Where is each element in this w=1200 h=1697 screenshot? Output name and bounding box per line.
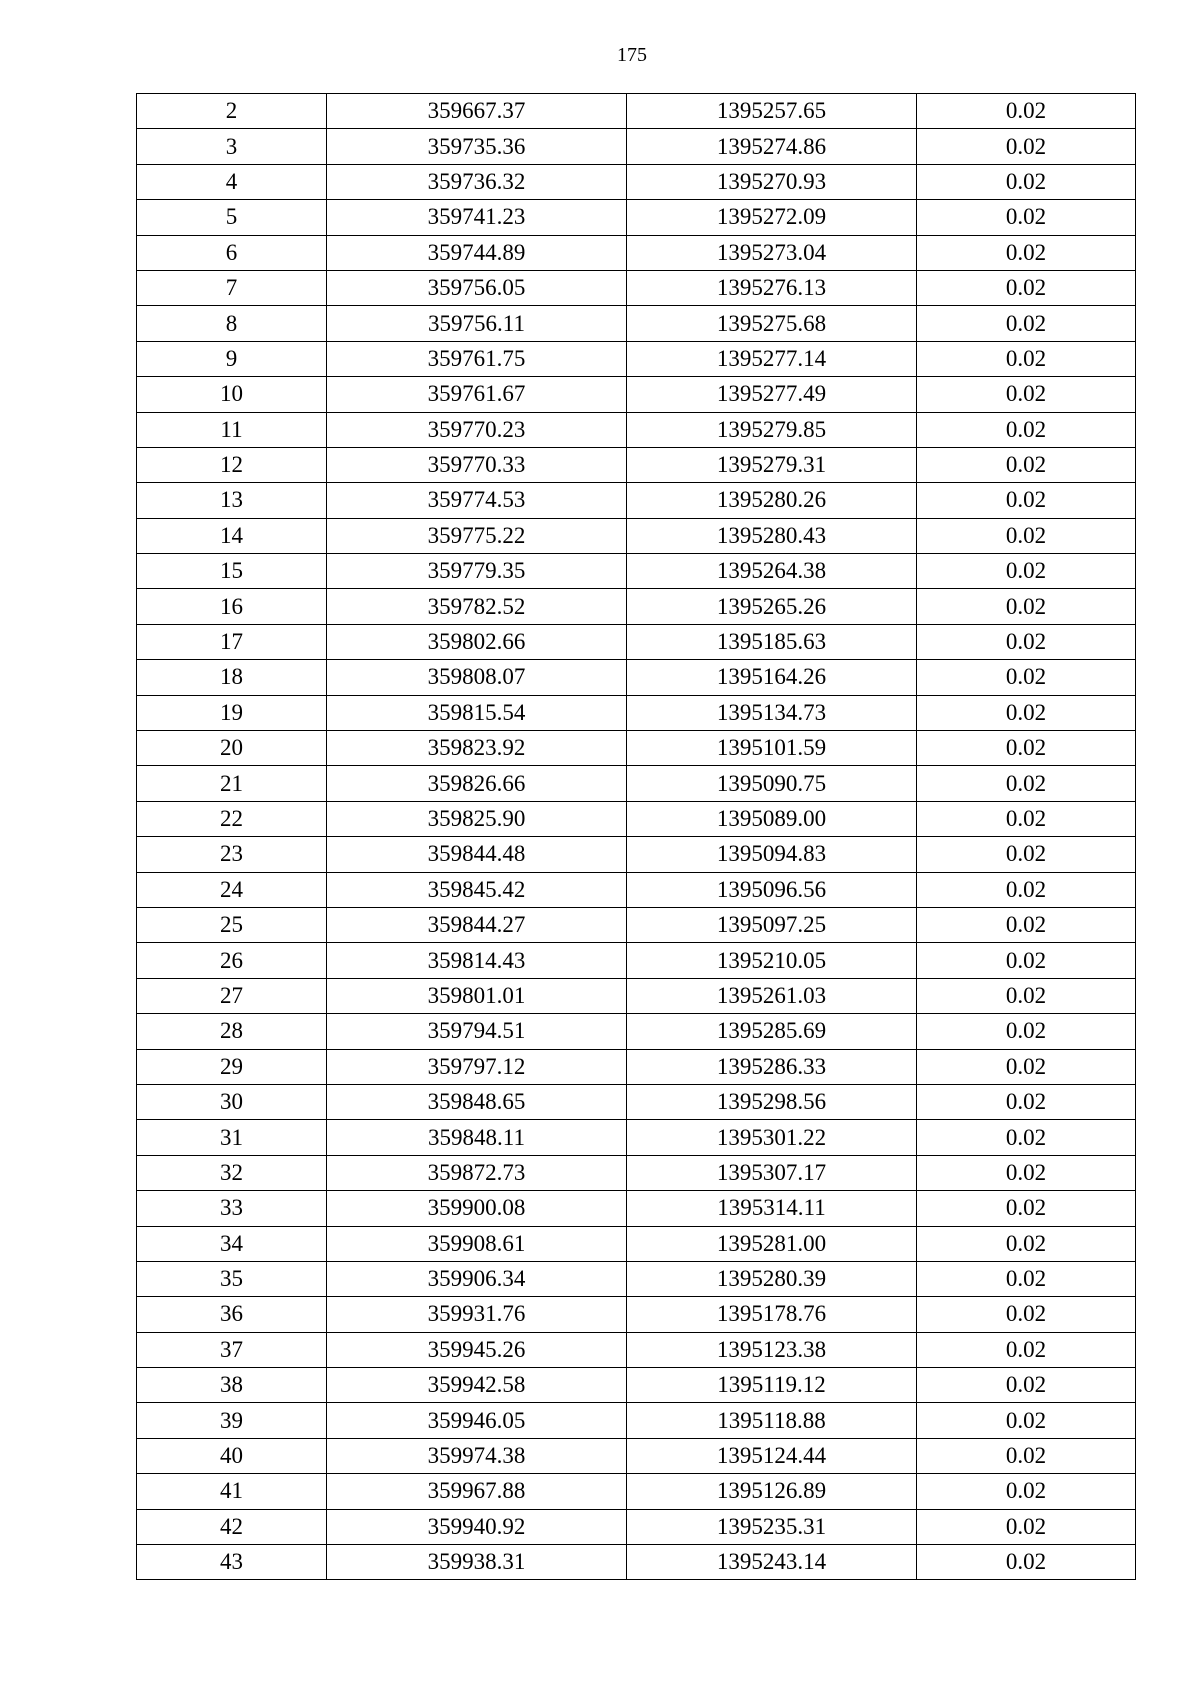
error-value-cell: 0.02 [917,447,1136,482]
point-number-cell: 15 [137,554,327,589]
y-coordinate-cell: 1395178.76 [627,1297,917,1332]
x-coordinate-cell: 359761.67 [327,377,627,412]
coordinates-table [136,93,1136,1580]
error-value-cell: 0.02 [917,94,1136,129]
x-coordinate-cell: 359782.52 [327,589,627,624]
point-number-cell: 21 [137,766,327,801]
point-number-cell: 20 [137,731,327,766]
y-coordinate-cell: 1395307.17 [627,1155,917,1190]
x-coordinate-cell: 359774.53 [327,483,627,518]
y-coordinate-cell: 1395279.85 [627,412,917,447]
y-coordinate-cell: 1395280.43 [627,518,917,553]
table-row [137,1297,1136,1332]
error-value-cell: 0.02 [917,1509,1136,1544]
point-number-cell: 16 [137,589,327,624]
x-coordinate-cell: 359945.26 [327,1332,627,1367]
point-number-cell: 12 [137,447,327,482]
error-value-cell: 0.02 [917,1120,1136,1155]
point-number-cell: 5 [137,200,327,235]
x-coordinate-cell: 359942.58 [327,1368,627,1403]
x-coordinate-cell: 359735.36 [327,129,627,164]
y-coordinate-cell: 1395270.93 [627,164,917,199]
table-row [137,554,1136,589]
x-coordinate-cell: 359844.48 [327,837,627,872]
y-coordinate-cell: 1395118.88 [627,1403,917,1438]
error-value-cell: 0.02 [917,1191,1136,1226]
y-coordinate-cell: 1395235.31 [627,1509,917,1544]
x-coordinate-cell: 359825.90 [327,801,627,836]
table-row [137,624,1136,659]
x-coordinate-cell: 359906.34 [327,1261,627,1296]
point-number-cell: 28 [137,1014,327,1049]
y-coordinate-cell: 1395119.12 [627,1368,917,1403]
point-number-cell: 41 [137,1474,327,1509]
error-value-cell: 0.02 [917,412,1136,447]
table-row [137,1014,1136,1049]
error-value-cell: 0.02 [917,306,1136,341]
error-value-cell: 0.02 [917,1332,1136,1367]
error-value-cell: 0.02 [917,554,1136,589]
x-coordinate-cell: 359848.11 [327,1120,627,1155]
table-row [137,695,1136,730]
error-value-cell: 0.02 [917,978,1136,1013]
x-coordinate-cell: 359946.05 [327,1403,627,1438]
table-row [137,1120,1136,1155]
error-value-cell: 0.02 [917,200,1136,235]
point-number-cell: 4 [137,164,327,199]
table-row [137,270,1136,305]
point-number-cell: 6 [137,235,327,270]
y-coordinate-cell: 1395272.09 [627,200,917,235]
x-coordinate-cell: 359770.33 [327,447,627,482]
point-number-cell: 36 [137,1297,327,1332]
y-coordinate-cell: 1395275.68 [627,306,917,341]
error-value-cell: 0.02 [917,518,1136,553]
point-number-cell: 39 [137,1403,327,1438]
table-row [137,1403,1136,1438]
table-row [137,801,1136,836]
y-coordinate-cell: 1395134.73 [627,695,917,730]
error-value-cell: 0.02 [917,943,1136,978]
x-coordinate-cell: 359872.73 [327,1155,627,1190]
x-coordinate-cell: 359779.35 [327,554,627,589]
y-coordinate-cell: 1395277.14 [627,341,917,376]
point-number-cell: 37 [137,1332,327,1367]
x-coordinate-cell: 359848.65 [327,1084,627,1119]
point-number-cell: 9 [137,341,327,376]
error-value-cell: 0.02 [917,270,1136,305]
y-coordinate-cell: 1395089.00 [627,801,917,836]
x-coordinate-cell: 359826.66 [327,766,627,801]
point-number-cell: 38 [137,1368,327,1403]
table-row [137,731,1136,766]
table-row [137,164,1136,199]
y-coordinate-cell: 1395123.38 [627,1332,917,1367]
error-value-cell: 0.02 [917,235,1136,270]
x-coordinate-cell: 359931.76 [327,1297,627,1332]
table-row [137,129,1136,164]
table-row [137,1084,1136,1119]
table-row [137,1191,1136,1226]
y-coordinate-cell: 1395101.59 [627,731,917,766]
point-number-cell: 35 [137,1261,327,1296]
table-row [137,447,1136,482]
table-row [137,1545,1136,1580]
x-coordinate-cell: 359741.23 [327,200,627,235]
table-row [137,235,1136,270]
error-value-cell: 0.02 [917,483,1136,518]
y-coordinate-cell: 1395257.65 [627,94,917,129]
error-value-cell: 0.02 [917,1438,1136,1473]
table-row [137,872,1136,907]
point-number-cell: 29 [137,1049,327,1084]
table-row [137,306,1136,341]
x-coordinate-cell: 359844.27 [327,907,627,942]
point-number-cell: 40 [137,1438,327,1473]
table-row [137,978,1136,1013]
point-number-cell: 2 [137,94,327,129]
point-number-cell: 22 [137,801,327,836]
error-value-cell: 0.02 [917,1014,1136,1049]
point-number-cell: 25 [137,907,327,942]
point-number-cell: 24 [137,872,327,907]
point-number-cell: 14 [137,518,327,553]
point-number-cell: 27 [137,978,327,1013]
x-coordinate-cell: 359744.89 [327,235,627,270]
table-row [137,1438,1136,1473]
x-coordinate-cell: 359756.05 [327,270,627,305]
table-row [137,1509,1136,1544]
x-coordinate-cell: 359756.11 [327,306,627,341]
error-value-cell: 0.02 [917,129,1136,164]
point-number-cell: 23 [137,837,327,872]
point-number-cell: 26 [137,943,327,978]
table-row [137,1332,1136,1367]
x-coordinate-cell: 359797.12 [327,1049,627,1084]
table-row [137,412,1136,447]
y-coordinate-cell: 1395164.26 [627,660,917,695]
y-coordinate-cell: 1395097.25 [627,907,917,942]
error-value-cell: 0.02 [917,1545,1136,1580]
point-number-cell: 30 [137,1084,327,1119]
table-row [137,341,1136,376]
error-value-cell: 0.02 [917,1474,1136,1509]
y-coordinate-cell: 1395090.75 [627,766,917,801]
y-coordinate-cell: 1395210.05 [627,943,917,978]
point-number-cell: 7 [137,270,327,305]
x-coordinate-cell: 359908.61 [327,1226,627,1261]
error-value-cell: 0.02 [917,377,1136,412]
error-value-cell: 0.02 [917,1297,1136,1332]
x-coordinate-cell: 359808.07 [327,660,627,695]
point-number-cell: 42 [137,1509,327,1544]
y-coordinate-cell: 1395094.83 [627,837,917,872]
error-value-cell: 0.02 [917,1226,1136,1261]
error-value-cell: 0.02 [917,589,1136,624]
y-coordinate-cell: 1395265.26 [627,589,917,624]
error-value-cell: 0.02 [917,837,1136,872]
y-coordinate-cell: 1395273.04 [627,235,917,270]
y-coordinate-cell: 1395286.33 [627,1049,917,1084]
point-number-cell: 3 [137,129,327,164]
point-number-cell: 18 [137,660,327,695]
table-row [137,377,1136,412]
point-number-cell: 13 [137,483,327,518]
x-coordinate-cell: 359761.75 [327,341,627,376]
x-coordinate-cell: 359770.23 [327,412,627,447]
point-number-cell: 31 [137,1120,327,1155]
error-value-cell: 0.02 [917,1261,1136,1296]
y-coordinate-cell: 1395280.39 [627,1261,917,1296]
x-coordinate-cell: 359815.54 [327,695,627,730]
y-coordinate-cell: 1395261.03 [627,978,917,1013]
y-coordinate-cell: 1395285.69 [627,1014,917,1049]
point-number-cell: 17 [137,624,327,659]
x-coordinate-cell: 359794.51 [327,1014,627,1049]
x-coordinate-cell: 359802.66 [327,624,627,659]
x-coordinate-cell: 359940.92 [327,1509,627,1544]
point-number-cell: 32 [137,1155,327,1190]
error-value-cell: 0.02 [917,660,1136,695]
y-coordinate-cell: 1395243.14 [627,1545,917,1580]
x-coordinate-cell: 359900.08 [327,1191,627,1226]
error-value-cell: 0.02 [917,1155,1136,1190]
x-coordinate-cell: 359814.43 [327,943,627,978]
error-value-cell: 0.02 [917,872,1136,907]
x-coordinate-cell: 359823.92 [327,731,627,766]
y-coordinate-cell: 1395264.38 [627,554,917,589]
table-row [137,1368,1136,1403]
table-row [137,943,1136,978]
y-coordinate-cell: 1395314.11 [627,1191,917,1226]
table-row [137,1226,1136,1261]
error-value-cell: 0.02 [917,1084,1136,1119]
error-value-cell: 0.02 [917,766,1136,801]
y-coordinate-cell: 1395126.89 [627,1474,917,1509]
point-number-cell: 19 [137,695,327,730]
error-value-cell: 0.02 [917,731,1136,766]
y-coordinate-cell: 1395124.44 [627,1438,917,1473]
error-value-cell: 0.02 [917,341,1136,376]
y-coordinate-cell: 1395277.49 [627,377,917,412]
point-number-cell: 43 [137,1545,327,1580]
point-number-cell: 8 [137,306,327,341]
y-coordinate-cell: 1395280.26 [627,483,917,518]
error-value-cell: 0.02 [917,1368,1136,1403]
table-row [137,1155,1136,1190]
x-coordinate-cell: 359801.01 [327,978,627,1013]
error-value-cell: 0.02 [917,801,1136,836]
error-value-cell: 0.02 [917,1049,1136,1084]
table-row [137,1474,1136,1509]
y-coordinate-cell: 1395185.63 [627,624,917,659]
table-row [137,660,1136,695]
table-row [137,1049,1136,1084]
point-number-cell: 34 [137,1226,327,1261]
error-value-cell: 0.02 [917,1403,1136,1438]
table-row [137,94,1136,129]
y-coordinate-cell: 1395274.86 [627,129,917,164]
x-coordinate-cell: 359845.42 [327,872,627,907]
x-coordinate-cell: 359938.31 [327,1545,627,1580]
x-coordinate-cell: 359736.32 [327,164,627,199]
point-number-cell: 10 [137,377,327,412]
y-coordinate-cell: 1395301.22 [627,1120,917,1155]
table-row [137,837,1136,872]
y-coordinate-cell: 1395281.00 [627,1226,917,1261]
y-coordinate-cell: 1395298.56 [627,1084,917,1119]
table-row [137,200,1136,235]
page-number: 175 [617,44,647,66]
y-coordinate-cell: 1395096.56 [627,872,917,907]
table-row [137,766,1136,801]
table-row [137,483,1136,518]
x-coordinate-cell: 359974.38 [327,1438,627,1473]
point-number-cell: 33 [137,1191,327,1226]
y-coordinate-cell: 1395276.13 [627,270,917,305]
table-body [137,94,1136,1580]
x-coordinate-cell: 359667.37 [327,94,627,129]
error-value-cell: 0.02 [917,695,1136,730]
x-coordinate-cell: 359775.22 [327,518,627,553]
error-value-cell: 0.02 [917,907,1136,942]
y-coordinate-cell: 1395279.31 [627,447,917,482]
table-row [137,907,1136,942]
table-row [137,1261,1136,1296]
x-coordinate-cell: 359967.88 [327,1474,627,1509]
error-value-cell: 0.02 [917,164,1136,199]
point-number-cell: 11 [137,412,327,447]
error-value-cell: 0.02 [917,624,1136,659]
table-row [137,589,1136,624]
table-row [137,518,1136,553]
